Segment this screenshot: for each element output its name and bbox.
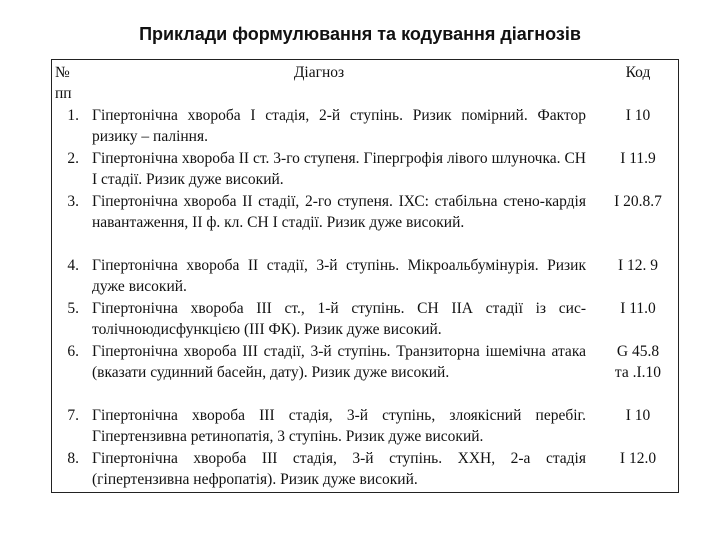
diagnosis-table [51, 59, 679, 493]
header-number-line1: № [55, 64, 70, 81]
row-code [600, 405, 676, 426]
row-number: 4. [67, 257, 79, 274]
row-code [600, 255, 676, 276]
row-code [600, 298, 676, 319]
row-code-line1: І 11.0 [620, 300, 656, 317]
row-diagnosis: Гіпертонічна хвороба ІІ стадії, 2-го ступеня. ІХС: стабільна стено-кардія навантаження, ІІ ф. кл. СН І стадії. Ризик дуже високий. [92, 193, 586, 232]
row-code-line2: та .І.10 [614, 364, 662, 382]
row-code-line1: І 12. 9 [617, 257, 659, 274]
row-diagnosis: Гіпертонічна хвороба ІІ ст. 3-го ступеня. Гіпергрофія лівого шлуночка. СН І стадії. Ризик дуже високий. [92, 150, 586, 189]
row-diagnosis: Гіпертонічна хвороба ІІІ стадія, 3-й ступінь. ХХН, 2-а стадія (гіпертензивна нефропатія). Ризик дуже високий. [92, 450, 586, 489]
row-code-line1: І 11.9 [620, 150, 656, 167]
header-number [55, 62, 91, 105]
row-code-line1: І 12.0 [619, 450, 657, 467]
row-number: 7. [67, 407, 79, 424]
row-diagnosis: Гіпертонічна хвороба ІІІ ст., 1-й ступінь. СН ІІА стадії із сис-толічноюдисфункцією (ІІІ ФК). Ризик дуже високий. [92, 300, 586, 339]
row-code [600, 105, 676, 126]
row-code-line1: G 45.8 [616, 343, 660, 360]
header-code: Код [625, 64, 651, 81]
row-code [600, 148, 676, 169]
row-number: 8. [67, 450, 79, 467]
row-diagnosis: Гіпертонічна хвороба ІІІ стадія, 3-й ступінь, злоякісний перебіг. Гіпертензивна ретинопатія, 3 ступінь. Ризик дуже високий. [92, 407, 586, 446]
row-number: 3. [67, 193, 79, 210]
row-code-line1: І 10 [625, 107, 651, 124]
row-code-line1: І 20.8.7 [614, 193, 662, 210]
header-number-line2: пп [55, 85, 72, 103]
row-code [600, 448, 676, 469]
header-diagnosis: Діагноз [293, 64, 345, 81]
row-code [600, 191, 676, 212]
row-number: 2. [67, 150, 79, 167]
row-diagnosis: Гіпертонічна хвороба ІІ стадії, 3-й ступінь. Мікроальбумінурія. Ризик дуже високий. [92, 257, 586, 296]
row-diagnosis: Гіпертонічна хвороба ІІІ стадії, 3-й ступінь. Транзиторна ішемічна атака (вказати судинний басейн, дату). Ризик дуже високий. [92, 343, 586, 382]
row-number: 6. [67, 343, 79, 360]
row-number: 5. [67, 300, 79, 317]
row-number: 1. [67, 107, 79, 124]
row-code [600, 341, 676, 384]
page-title: Приклади формулювання та кодування діагнозів [139, 24, 581, 44]
row-diagnosis: Гіпертонічна хвороба І стадія, 2-й ступінь. Ризик помірний. Фактор ризику – паління. [92, 107, 586, 146]
row-code-line1: І 10 [625, 407, 651, 424]
